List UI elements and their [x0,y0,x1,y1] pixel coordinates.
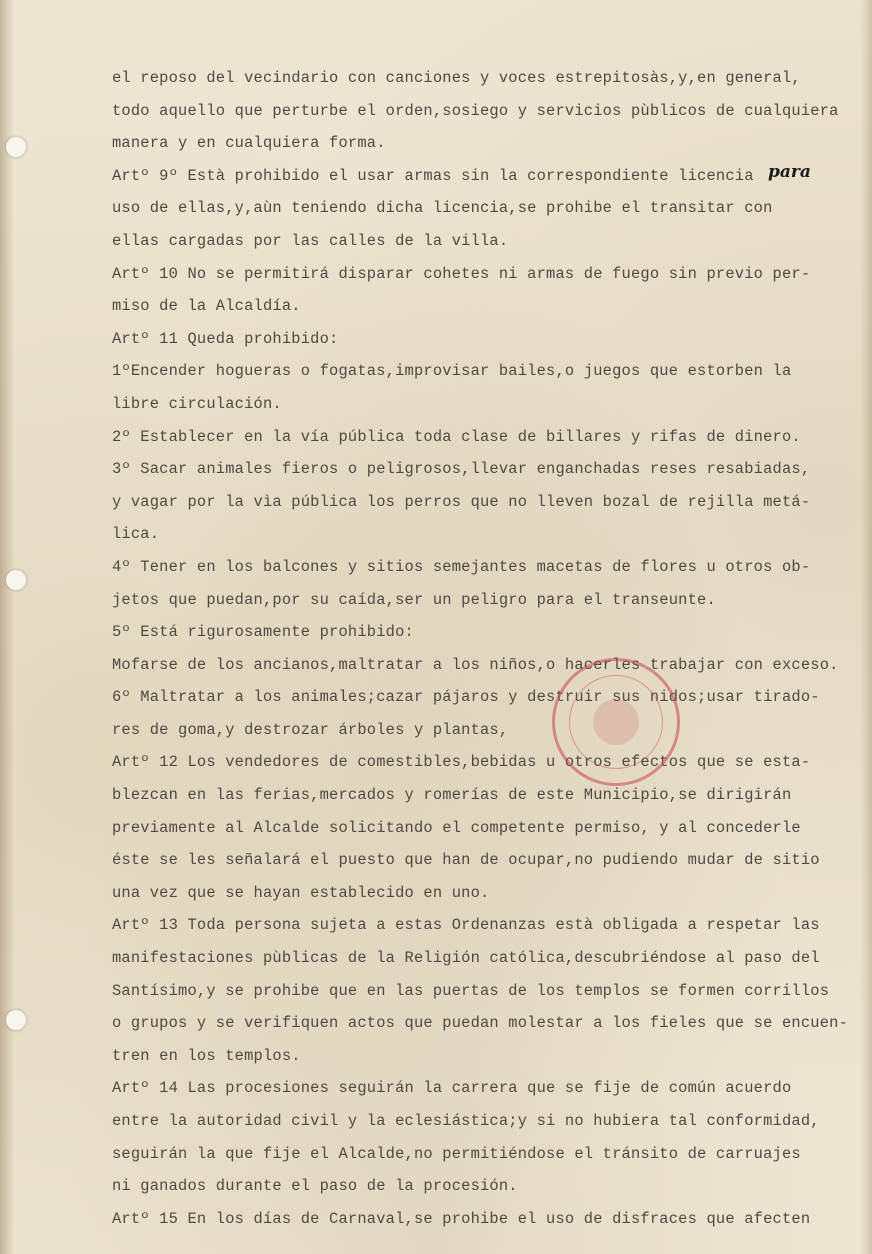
text-line: ellas cargadas por las calles de la villa. [112,231,509,250]
text-line: 1ºEncender hogueras o fogatas,improvisar bailes,o juegos que estorben la [112,362,792,381]
paper-edge-left [0,0,14,1254]
text-line: tren en los templos. [112,1046,301,1065]
text-line: jetos que puedan,por su caída,ser un peligro para el transeunte. [112,590,716,609]
typed-text-body [112,62,852,1235]
text-line: Artº 9º Està prohibido el usar armas sin la correspondiente licencia [112,166,754,185]
text-line: res de goma,y destrozar árboles y plantas, [112,720,509,739]
text-line: 6º Maltratar a los animales;cazar pájaros y destruir sus nidos;usar tirado- [112,688,820,707]
text-line: Mofarse de los ancianos,maltratar a los niños,o hacerles trabajar con exceso. [112,655,839,674]
text-line: uso de ellas,y,aùn teniendo dicha licencia,se prohibe el transitar con [112,199,773,218]
text-line: 2º Establecer en la vía pública toda clase de billares y rifas de dinero. [112,427,801,446]
text-line: Artº 15 En los días de Carnaval,se prohibe el uso de disfraces que afecten [112,1209,811,1228]
text-line: Artº 13 Toda persona sujeta a estas Ordenanzas està obligada a respetar las [112,916,820,935]
text-line: o grupos y se verifiquen actos que puedan molestar a los fieles que se encuen- [112,1014,848,1033]
text-line: Santísimo,y se prohibe que en las puertas de los templos se formen corrillos [112,981,830,1000]
text-line: seguirán la que fije el Alcalde,no permitiéndose el tránsito de carruajes [112,1144,801,1163]
text-line: libre circulación. [112,394,282,413]
punch-hole-middle [6,570,26,590]
seal-core [593,699,639,745]
text-line: miso de la Alcaldía. [112,297,301,316]
text-line: una vez que se hayan establecido en uno. [112,883,490,902]
official-seal-stamp [552,658,680,786]
text-line: Artº 11 Queda prohibido: [112,329,339,348]
handwritten-note: para [768,162,811,182]
punch-hole-bottom [6,1010,26,1030]
text-line: Artº 14 Las procesiones seguirán la carrera que se fije de común acuerdo [112,1079,792,1098]
text-line: el reposo del vecindario con canciones y voces estrepitosàs,y,en general, [112,69,801,87]
text-line: previamente al Alcalde solicitando el competente permiso, y al concederle [112,818,801,837]
text-line: 3º Sacar animales fieros o peligrosos,llevar enganchadas reses resabiadas, [112,460,811,479]
text-line: lica. [112,525,160,544]
text-line: 4º Tener en los balcones y sitios semejantes macetas de flores u otros ob- [112,557,811,576]
text-line: 5º Está rigurosamente prohibido: [112,623,414,642]
text-line: Artº 12 Los vendedores de comestibles,bebidas u otros efectos que se esta- [112,753,811,772]
text-line: entre la autoridad civil y la eclesiástica;y si no hubiera tal conformidad, [112,1112,820,1130]
text-line: Artº 10 No se permitirá disparar cohetes ni armas de fuego sin previo per- [112,264,811,283]
text-line: manifestaciones pùblicas de la Religión católica,descubriéndose al paso del [112,949,820,968]
text-line: éste se les señalará el puesto que han de ocupar,no pudiendo mudar de sitio [112,851,820,870]
punch-hole-top [6,137,26,157]
paper-edge-right [860,0,872,1254]
text-line: todo aquello que perturbe el orden,sosiego y servicios pùblicos de cualquiera [112,101,839,120]
text-line: blezcan en las ferias,mercados y romerías de este Municipio,se dirigirán [112,786,792,805]
text-line: y vagar por la vìa pública los perros que no lleven bozal de rejilla metá- [112,492,811,511]
text-line: ni ganados durante el paso de la procesión. [112,1177,518,1196]
text-line: manera y en cualquiera forma. [112,134,386,153]
